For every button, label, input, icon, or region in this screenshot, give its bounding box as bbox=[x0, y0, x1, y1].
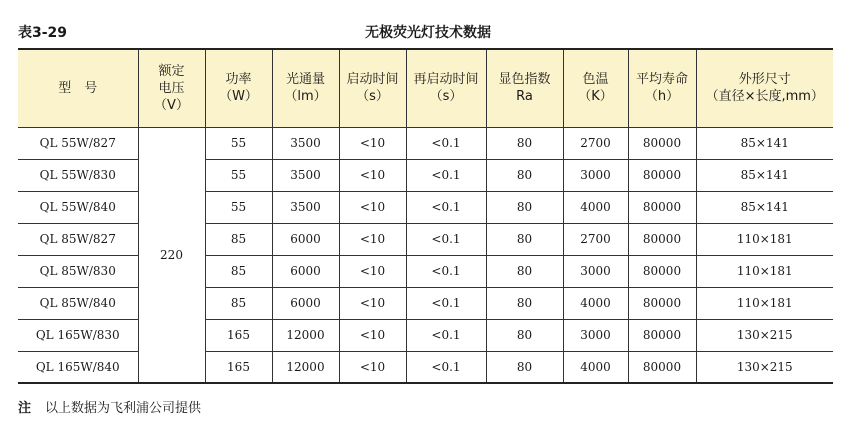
table-cell: <10 bbox=[339, 223, 406, 255]
table-cell: 3000 bbox=[563, 159, 628, 191]
table-cell: 80000 bbox=[628, 287, 696, 319]
table-cell: 110×181 bbox=[696, 255, 833, 287]
header-color-temp: 色温 （K） bbox=[563, 49, 628, 127]
table-cell: 80000 bbox=[628, 191, 696, 223]
table-cell: QL 165W/840 bbox=[18, 351, 138, 383]
table-cell: <0.1 bbox=[406, 191, 486, 223]
table-cell: 80000 bbox=[628, 319, 696, 351]
table-cell: 85 bbox=[205, 287, 272, 319]
table-cell: 85 bbox=[205, 255, 272, 287]
table-cell: 80 bbox=[486, 191, 563, 223]
header-life: 平均寿命 （h） bbox=[628, 49, 696, 127]
table-cell: 110×181 bbox=[696, 287, 833, 319]
header-dimensions: 外形尺寸 （直径×长度,mm） bbox=[696, 49, 833, 127]
table-cell: <0.1 bbox=[406, 127, 486, 159]
table-cell: QL 55W/827 bbox=[18, 127, 138, 159]
table-cell: QL 165W/830 bbox=[18, 319, 138, 351]
table-number: 表3-29 bbox=[18, 25, 68, 41]
voltage-cell: 220 bbox=[138, 127, 205, 383]
table-cell: 4000 bbox=[563, 351, 628, 383]
table-cell: 55 bbox=[205, 159, 272, 191]
header-model: 型 号 bbox=[18, 49, 138, 127]
table-cell: <0.1 bbox=[406, 319, 486, 351]
table-cell: <0.1 bbox=[406, 255, 486, 287]
table-cell: 80 bbox=[486, 127, 563, 159]
table-cell: 3500 bbox=[272, 191, 339, 223]
table-header bbox=[18, 49, 833, 127]
table-row bbox=[18, 127, 833, 159]
table-cell: 80000 bbox=[628, 159, 696, 191]
table-cell: 12000 bbox=[272, 319, 339, 351]
table-cell: 6000 bbox=[272, 287, 339, 319]
table-cell: QL 85W/840 bbox=[18, 287, 138, 319]
table-body bbox=[18, 127, 833, 383]
table-cell: QL 55W/830 bbox=[18, 159, 138, 191]
table-cell: 80 bbox=[486, 351, 563, 383]
table-cell: 4000 bbox=[563, 287, 628, 319]
table-cell: 12000 bbox=[272, 351, 339, 383]
table-cell: 3500 bbox=[272, 127, 339, 159]
table-cell: 80 bbox=[486, 223, 563, 255]
table-cell: 3500 bbox=[272, 159, 339, 191]
table-cell: <10 bbox=[339, 159, 406, 191]
table-cell: 80 bbox=[486, 255, 563, 287]
caption-row bbox=[18, 22, 838, 44]
table-cell: 110×181 bbox=[696, 223, 833, 255]
table-cell: 80000 bbox=[628, 223, 696, 255]
table-cell: 85×141 bbox=[696, 159, 833, 191]
table-cell: 2700 bbox=[563, 127, 628, 159]
table-cell: <10 bbox=[339, 319, 406, 351]
table-cell: <10 bbox=[339, 287, 406, 319]
table-title: 无极荧光灯技术数据 bbox=[365, 25, 491, 41]
table-cell: 85 bbox=[205, 223, 272, 255]
table-cell: 130×215 bbox=[696, 319, 833, 351]
table-cell: 2700 bbox=[563, 223, 628, 255]
table-cell: <10 bbox=[339, 351, 406, 383]
table-cell: 85×141 bbox=[696, 127, 833, 159]
table-cell: 6000 bbox=[272, 255, 339, 287]
footnote-label: 注 bbox=[18, 401, 32, 416]
footnote-text: 以上数据为飞利浦公司提供 bbox=[45, 401, 202, 416]
table-cell: 165 bbox=[205, 319, 272, 351]
header-flux: 光通量 （lm） bbox=[272, 49, 339, 127]
header-cri: 显色指数 Ra bbox=[486, 49, 563, 127]
header-power: 功率 （W） bbox=[205, 49, 272, 127]
data-table bbox=[18, 48, 833, 384]
table-cell: 3000 bbox=[563, 255, 628, 287]
table-cell: 80 bbox=[486, 159, 563, 191]
header-start-time: 启动时间 （s） bbox=[339, 49, 406, 127]
table-cell: <10 bbox=[339, 191, 406, 223]
header-restart-time: 再启动时间 （s） bbox=[406, 49, 486, 127]
table-cell: 165 bbox=[205, 351, 272, 383]
table-cell: 80000 bbox=[628, 255, 696, 287]
table-cell: 80 bbox=[486, 287, 563, 319]
table-cell: 4000 bbox=[563, 191, 628, 223]
table-cell: QL 55W/840 bbox=[18, 191, 138, 223]
table-cell: <10 bbox=[339, 127, 406, 159]
table-cell: <10 bbox=[339, 255, 406, 287]
table-cell: 85×141 bbox=[696, 191, 833, 223]
table-cell: <0.1 bbox=[406, 159, 486, 191]
table-cell: 130×215 bbox=[696, 351, 833, 383]
table-cell: <0.1 bbox=[406, 223, 486, 255]
table-cell: 80 bbox=[486, 319, 563, 351]
table-cell: 80000 bbox=[628, 351, 696, 383]
table-cell: <0.1 bbox=[406, 287, 486, 319]
table-cell: 6000 bbox=[272, 223, 339, 255]
footnote bbox=[18, 397, 201, 416]
table-cell: 80000 bbox=[628, 127, 696, 159]
table-cell: 55 bbox=[205, 127, 272, 159]
table-cell: QL 85W/830 bbox=[18, 255, 138, 287]
table-cell: 55 bbox=[205, 191, 272, 223]
table-cell: <0.1 bbox=[406, 351, 486, 383]
table-cell: QL 85W/827 bbox=[18, 223, 138, 255]
header-row bbox=[18, 49, 833, 127]
table-cell: 3000 bbox=[563, 319, 628, 351]
header-voltage: 额定 电压 （V） bbox=[138, 49, 205, 127]
